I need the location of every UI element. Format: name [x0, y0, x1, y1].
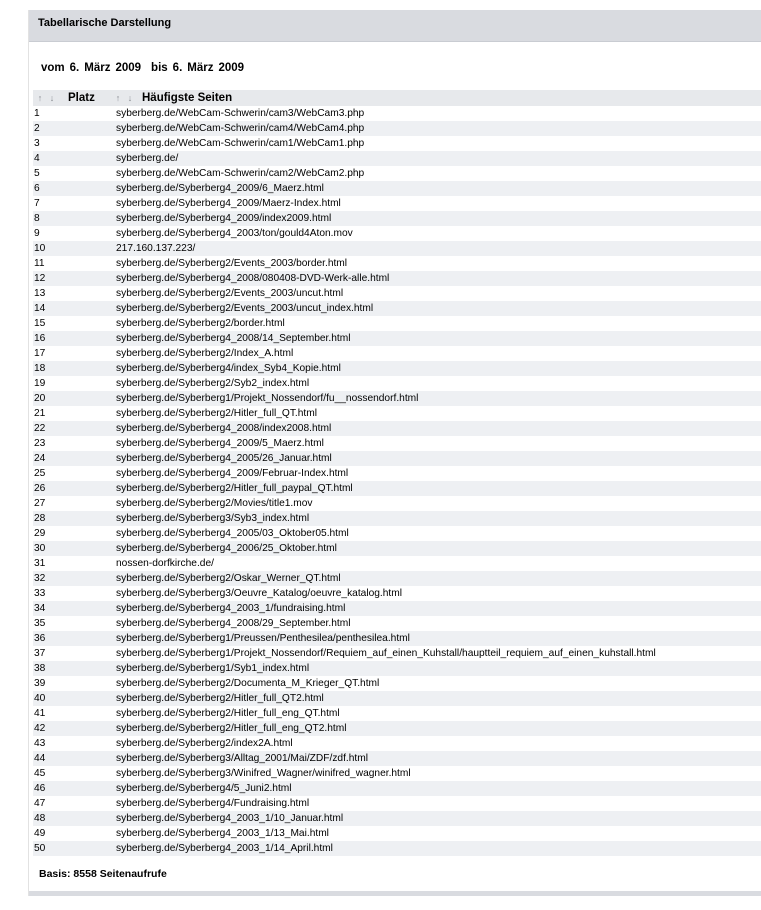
rank-cell: 2 [34, 123, 40, 134]
rank-cell: 50 [34, 843, 46, 854]
date-from-year: 2009 [115, 62, 142, 74]
rank-cell: 24 [34, 453, 46, 464]
table-body [33, 106, 761, 856]
page-url-cell: syberberg.de/Syberberg4_2003_1/fundraising.html [116, 603, 346, 614]
table-row [33, 586, 761, 601]
page-url-cell: syberberg.de/WebCam-Schwerin/cam4/WebCam4.php [116, 123, 365, 134]
table-row [33, 226, 761, 241]
rank-cell: 16 [34, 333, 46, 344]
rank-cell: 44 [34, 753, 46, 764]
page-url-cell: syberberg.de/Syberberg2/Events_2003/uncut_index.html [116, 303, 374, 314]
rank-cell: 38 [34, 663, 46, 674]
table-row [33, 391, 761, 406]
panel-footer [29, 891, 761, 896]
page-url-cell: syberberg.de/Syberberg4_2006/25_Oktober.html [116, 543, 337, 554]
rank-cell: 29 [34, 528, 46, 539]
table-row [33, 676, 761, 691]
rank-cell: 36 [34, 633, 46, 644]
page-url-cell: syberberg.de/Syberberg4_2005/03_Oktober05.html [116, 528, 349, 539]
sort-up-icon[interactable]: ↑ [37, 93, 43, 103]
rank-cell: 6 [34, 183, 40, 194]
table-row [33, 466, 761, 481]
rank-cell: 18 [34, 363, 46, 374]
pages-table [33, 90, 761, 856]
page-url-cell: syberberg.de/Syberberg4_2005/26_Januar.html [116, 453, 332, 464]
page-url-cell: syberberg.de/Syberberg1/Projekt_Nossendorf/Requiem_auf_einen_Kuhstall/hauptteil_requiem_auf_einen_kuhstall.html [116, 648, 656, 659]
date-to-month: März [187, 62, 214, 74]
rank-cell: 10 [34, 243, 46, 254]
rank-cell: 31 [34, 558, 46, 569]
table-row [33, 241, 761, 256]
sort-down-icon[interactable]: ↓ [49, 93, 55, 103]
sort-up-icon[interactable]: ↑ [115, 93, 121, 103]
date-to-label: bis [151, 62, 168, 74]
table-row [33, 196, 761, 211]
page-url-cell: syberberg.de/Syberberg2/Hitler_full_QT.html [116, 408, 318, 419]
page-url-cell: 217.160.137.223/ [116, 243, 196, 254]
page-url-cell: syberberg.de/Syberberg4_2008/080408-DVD-Werk-alle.html [116, 273, 390, 284]
rank-cell: 48 [34, 813, 46, 824]
page-url-cell: syberberg.de/Syberberg2/Oskar_Werner_QT.html [116, 573, 341, 584]
table-row [33, 121, 761, 136]
rank-cell: 47 [34, 798, 46, 809]
page-url-cell: syberberg.de/Syberberg2/Syb2_index.html [116, 378, 310, 389]
page-url-cell: syberberg.de/Syberberg2/Documenta_M_Krieger_QT.html [116, 678, 380, 689]
table-row [33, 796, 761, 811]
table-row [33, 781, 761, 796]
rank-cell: 19 [34, 378, 46, 389]
page-url-cell: syberberg.de/WebCam-Schwerin/cam3/WebCam3.php [116, 108, 365, 119]
page-url-cell: syberberg.de/Syberberg1/Syb1_index.html [116, 663, 310, 674]
rank-cell: 42 [34, 723, 46, 734]
rank-cell: 43 [34, 738, 46, 749]
table-row [33, 376, 761, 391]
date-from-label: vom [41, 62, 65, 74]
table-row [33, 526, 761, 541]
page-url-cell: syberberg.de/Syberberg1/Projekt_Nossendorf/fu__nossendorf.html [116, 393, 419, 404]
table-row [33, 556, 761, 571]
table-row [33, 661, 761, 676]
page-url-cell: syberberg.de/Syberberg4/Fundraising.html [116, 798, 310, 809]
page-url-cell: nossen-dorfkirche.de/ [116, 558, 214, 569]
page-url-cell: syberberg.de/Syberberg4_2003/ton/gould4Aton.mov [116, 228, 353, 239]
rank-cell: 14 [34, 303, 46, 314]
rank-cell: 8 [34, 213, 40, 224]
table-row [33, 646, 761, 661]
rank-cell: 1 [34, 108, 40, 119]
rank-cell: 20 [34, 393, 46, 404]
rank-cell: 49 [34, 828, 46, 839]
table-row [33, 736, 761, 751]
rank-cell: 46 [34, 783, 46, 794]
table-row [33, 301, 761, 316]
page-url-cell: syberberg.de/Syberberg4_2008/index2008.html [116, 423, 332, 434]
page-url-cell: syberberg.de/Syberberg2/Hitler_full_QT2.html [116, 693, 324, 704]
page-url-cell: syberberg.de/Syberberg4_2003_1/13_Mai.html [116, 828, 329, 839]
table-row [33, 721, 761, 736]
page-url-cell: syberberg.de/Syberberg2/Index_A.html [116, 348, 294, 359]
table-row [33, 346, 761, 361]
rank-cell: 39 [34, 678, 46, 689]
page-url-cell: syberberg.de/Syberberg4_2008/29_September.html [116, 618, 351, 629]
page-url-cell: syberberg.de/WebCam-Schwerin/cam2/WebCam2.php [116, 168, 365, 179]
rank-cell: 7 [34, 198, 40, 209]
page-url-cell: syberberg.de/Syberberg2/index2A.html [116, 738, 293, 749]
page-url-cell: syberberg.de/Syberberg4_2003_1/14_April.html [116, 843, 333, 854]
rank-cell: 26 [34, 483, 46, 494]
column-header-pages [111, 92, 232, 104]
page-url-cell: syberberg.de/Syberberg3/Winifred_Wagner/winifred_wagner.html [116, 768, 411, 779]
table-row [33, 571, 761, 586]
date-range [29, 60, 761, 76]
rank-cell: 33 [34, 588, 46, 599]
rank-cell: 15 [34, 318, 46, 329]
rank-cell: 21 [34, 408, 46, 419]
page-url-cell: syberberg.de/Syberberg3/Syb3_index.html [116, 513, 310, 524]
column-pages-label: Häufigste Seiten [142, 92, 233, 104]
table-row [33, 601, 761, 616]
page-url-cell: syberberg.de/Syberberg4_2009/Maerz-Index.html [116, 198, 341, 209]
rank-cell: 37 [34, 648, 46, 659]
column-rank-label: Platz [68, 92, 95, 104]
rank-cell: 4 [34, 153, 40, 164]
panel-title: Tabellarische Darstellung [29, 10, 761, 42]
table-row [33, 421, 761, 436]
page-url-cell: syberberg.de/Syberberg2/border.html [116, 318, 285, 329]
rank-cell: 5 [34, 168, 40, 179]
table-row [33, 541, 761, 556]
rank-cell: 3 [34, 138, 40, 149]
rank-cell: 45 [34, 768, 46, 779]
table-row [33, 631, 761, 646]
table-row [33, 766, 761, 781]
rank-cell: 13 [34, 288, 46, 299]
table-row [33, 256, 761, 271]
page-url-cell: syberberg.de/Syberberg2/Events_2003/uncut.html [116, 288, 344, 299]
rank-cell: 41 [34, 708, 46, 719]
table-row [33, 691, 761, 706]
rank-cell: 34 [34, 603, 46, 614]
table-row [33, 406, 761, 421]
rank-cell: 28 [34, 513, 46, 524]
table-row [33, 271, 761, 286]
rank-cell: 9 [34, 228, 40, 239]
rank-cell: 40 [34, 693, 46, 704]
table-row [33, 436, 761, 451]
table-row [33, 211, 761, 226]
table-row [33, 751, 761, 766]
rank-cell: 32 [34, 573, 46, 584]
page-url-cell: syberberg.de/Syberberg2/Hitler_full_paypal_QT.html [116, 483, 353, 494]
rank-cell: 12 [34, 273, 46, 284]
rank-cell: 23 [34, 438, 46, 449]
pages-sort-controls [114, 93, 134, 103]
table-row [33, 136, 761, 151]
table-row [33, 511, 761, 526]
page-url-cell: syberberg.de/Syberberg3/Oeuvre_Katalog/oeuvre_katalog.html [116, 588, 402, 599]
table-row [33, 286, 761, 301]
page-url-cell: syberberg.de/Syberberg2/Movies/title1.mov [116, 498, 313, 509]
table-row [33, 841, 761, 856]
table-row [33, 181, 761, 196]
date-to-year: 2009 [218, 62, 245, 74]
rank-cell: 25 [34, 468, 46, 479]
table-row [33, 481, 761, 496]
page-url-cell: syberberg.de/Syberberg4/index_Syb4_Kopie.html [116, 363, 341, 374]
page-url-cell: syberberg.de/Syberberg3/Alltag_2001/Mai/ZDF/zdf.html [116, 753, 368, 764]
table-row [33, 151, 761, 166]
table-row [33, 316, 761, 331]
table-row [33, 106, 761, 121]
date-from-day: 6. [69, 62, 80, 74]
table-row [33, 826, 761, 841]
table-header [33, 90, 761, 106]
sort-down-icon[interactable]: ↓ [127, 93, 133, 103]
table-row [33, 496, 761, 511]
table-row [33, 331, 761, 346]
rank-cell: 35 [34, 618, 46, 629]
page-url-cell: syberberg.de/Syberberg4_2009/index2009.html [116, 213, 332, 224]
rank-cell: 11 [34, 258, 45, 269]
rank-cell: 17 [34, 348, 46, 359]
page-url-cell: syberberg.de/Syberberg4_2009/6_Maerz.html [116, 183, 324, 194]
date-from-month: März [84, 62, 111, 74]
page-url-cell: syberberg.de/Syberberg4_2003_1/10_Januar.html [116, 813, 344, 824]
page-url-cell: syberberg.de/Syberberg4_2009/5_Maerz.html [116, 438, 324, 449]
table-row [33, 361, 761, 376]
page-url-cell: syberberg.de/Syberberg4_2009/Februar-Index.html [116, 468, 349, 479]
page-url-cell: syberberg.de/Syberberg4_2008/14_September.html [116, 333, 351, 344]
table-row [33, 451, 761, 466]
rank-cell: 22 [34, 423, 46, 434]
table-row [33, 616, 761, 631]
column-header-rank [33, 92, 111, 104]
table-row [33, 166, 761, 181]
page-url-cell: syberberg.de/Syberberg2/Hitler_full_eng_QT2.html [116, 723, 347, 734]
page-url-cell: syberberg.de/Syberberg2/Events_2003/border.html [116, 258, 348, 269]
table-row [33, 811, 761, 826]
rank-sort-controls [36, 93, 56, 103]
page-url-cell: syberberg.de/Syberberg4/5_Juni2.html [116, 783, 292, 794]
page-url-cell: syberberg.de/Syberberg1/Preussen/Penthesilea/penthesilea.html [116, 633, 410, 644]
page-url-cell: syberberg.de/Syberberg2/Hitler_full_eng_QT.html [116, 708, 340, 719]
page-url-cell: syberberg.de/ [116, 153, 179, 164]
stats-panel [28, 10, 761, 896]
table-row [33, 706, 761, 721]
rank-cell: 30 [34, 543, 46, 554]
basis-summary: Basis: 8558 Seitenaufrufe [39, 868, 167, 880]
page-url-cell: syberberg.de/WebCam-Schwerin/cam1/WebCam1.php [116, 138, 365, 149]
rank-cell: 27 [34, 498, 46, 509]
date-to-day: 6. [172, 62, 183, 74]
